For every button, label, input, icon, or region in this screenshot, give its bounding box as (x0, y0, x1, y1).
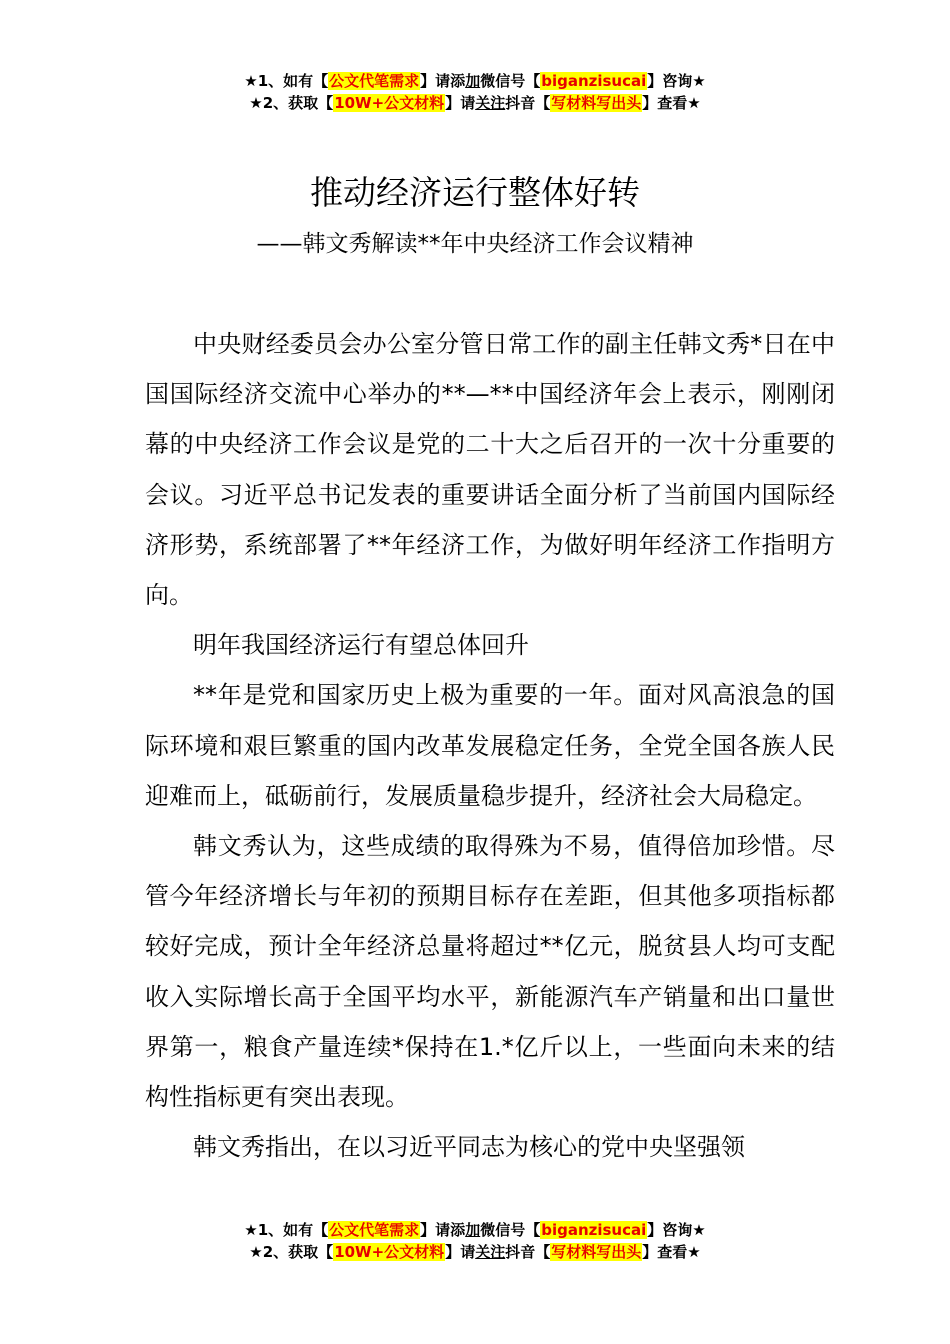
banner-text: 抖音【 (505, 1243, 551, 1261)
banner-text: 】请 (445, 94, 476, 112)
banner-highlight: 写材料写出头 (551, 94, 642, 112)
banner-underlined: 加 (465, 72, 481, 90)
banner-text: 】查看★ (642, 94, 701, 112)
banner-text: 】查看★ (642, 1243, 701, 1261)
banner-underlined: 加 (465, 1221, 481, 1239)
banner-text: 】请 (445, 1243, 476, 1261)
paragraph: 中央财经委员会办公室分管日常工作的副主任韩文秀*日在中国国际经济交流中心举办的**—**中国经济年会上表示，刚刚闭幕的中央经济工作会议是党的二十大之后召开的一次十分重要的会议。习近平总书记发表的重要讲话全面分析了当前国内国际经济形势，系统部署了**年经济工作，为做好明年经济工作指明方向。 (145, 330, 835, 610)
header-banner (0, 70, 950, 114)
document-subtitle: ——韩文秀解读**年中央经济工作会议精神 (256, 231, 694, 257)
banner-text: 】请添 (420, 72, 466, 90)
banner-highlight: 10W+公文材料 (334, 94, 445, 112)
banner-text: 抖音【 (505, 94, 551, 112)
banner-line-1 (0, 70, 950, 92)
banner-text: ★2、获取【 (249, 94, 334, 112)
footer-banner (0, 1219, 950, 1263)
banner-underlined: 关注 (475, 94, 506, 112)
banner-highlight: biganzisucai (541, 1221, 647, 1239)
banner-text: ★2、获取【 (249, 1243, 334, 1261)
banner-text: ★1、如有【 (244, 1221, 329, 1239)
banner-highlight: 10W+公文材料 (334, 1243, 445, 1261)
paragraph: 韩文秀认为，这些成绩的取得殊为不易，值得倍加珍惜。尽管今年经济增长与年初的预期目标存在差距，但其他多项指标都较好完成，预计全年经济总量将超过**亿元，脱贫县人均可支配收入实际增长高于全国平均水平，新能源汽车产销量和出口量世界第一，粮食产量连续*保持在1.*亿斤以上，一些面向未来的结构性指标更有突出表现。 (145, 832, 835, 1112)
banner-highlight: biganzisucai (541, 72, 647, 90)
paragraph: **年是党和国家历史上极为重要的一年。面对风高浪急的国际环境和艰巨繁重的国内改革发展稳定任务，全党全国各族人民迎难而上，砥砺前行，发展质量稳步提升，经济社会大局稳定。 (145, 681, 835, 810)
banner-highlight: 写材料写出头 (551, 1243, 642, 1261)
banner-text: 微信号【 (480, 72, 541, 90)
banner-text: 】请添 (420, 1221, 466, 1239)
banner-underlined: 关注 (475, 1243, 506, 1261)
paragraph: 韩文秀指出，在以习近平同志为核心的党中央坚强领 (193, 1133, 745, 1162)
banner-text: ★1、如有【 (244, 72, 329, 90)
banner-line-2 (0, 92, 950, 114)
document-title: 推动经济运行整体好转 (310, 173, 640, 212)
banner-text: 】咨询★ (647, 72, 706, 90)
document-body (145, 319, 835, 1172)
section-heading: 明年我国经济运行有望总体回升 (193, 631, 529, 660)
banner-text: 】咨询★ (647, 1221, 706, 1239)
banner-text: 微信号【 (480, 1221, 541, 1239)
banner-line-1 (0, 1219, 950, 1241)
banner-highlight: 公文代笔需求 (329, 72, 420, 90)
banner-line-2 (0, 1241, 950, 1263)
banner-highlight: 公文代笔需求 (329, 1221, 420, 1239)
